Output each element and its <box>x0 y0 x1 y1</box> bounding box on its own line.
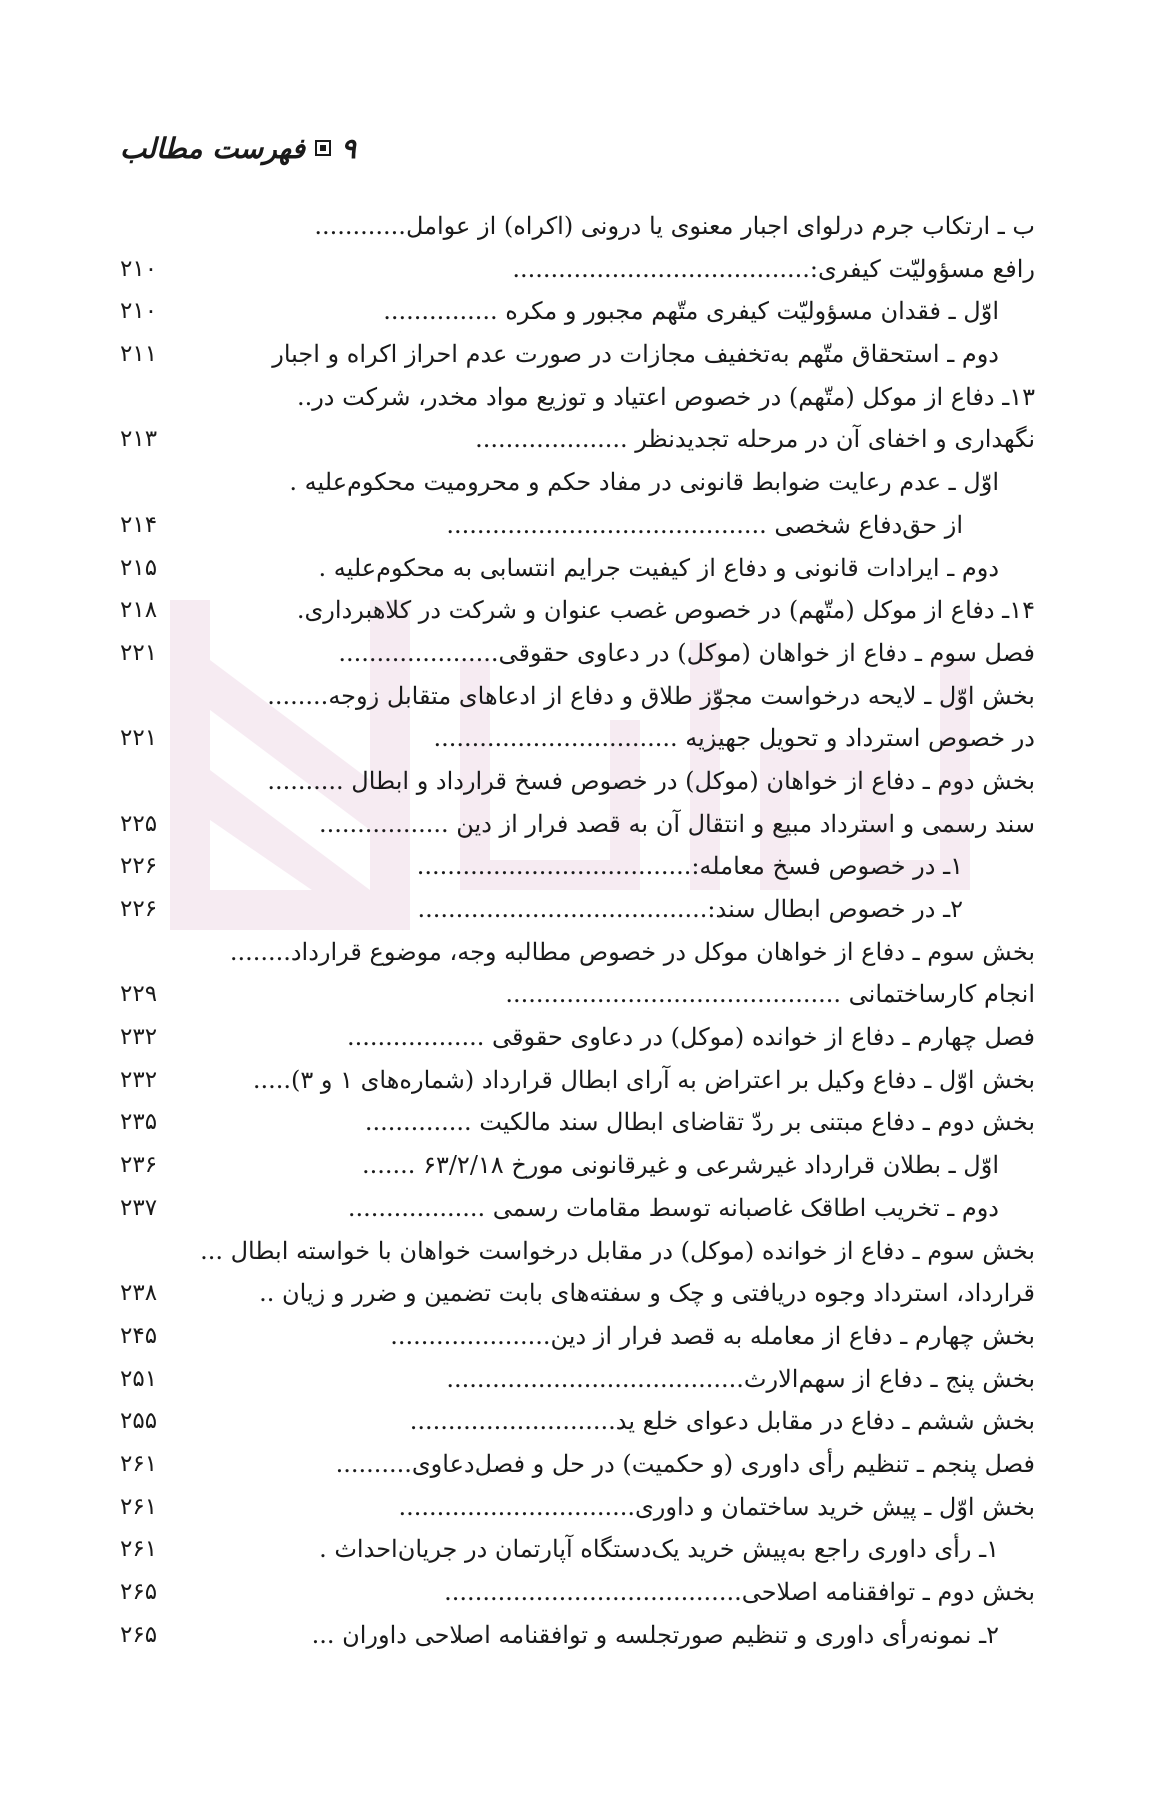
toc-entry-title: اوّل ـ فقدان مسؤولیّت کیفری متّهم مجبور و مکره ............... <box>383 297 999 326</box>
toc-entry <box>120 803 1035 846</box>
toc-page-number: ۲۳۲ <box>120 1066 158 1093</box>
toc-entry <box>120 1486 1035 1529</box>
toc-entry <box>120 504 1035 547</box>
toc-entry-title: نگهداری و اخفای آن در مرحله تجدیدنظر .................... <box>475 425 1035 454</box>
toc-entry-title: از حق‌دفاع شخصی .......................................... <box>446 510 963 539</box>
toc-entry <box>120 931 1035 974</box>
toc-page-number: ۲۲۶ <box>120 853 158 880</box>
toc-page-number: ۲۲۹ <box>120 981 158 1008</box>
toc-entry <box>120 1614 1035 1657</box>
toc-entry <box>120 1571 1035 1614</box>
toc-entry <box>120 333 1035 376</box>
toc-page-number: ۲۵۵ <box>120 1408 158 1435</box>
toc-entry-title: ۱ـ رأی داوری راجع به‌پیش خرید یک‌دستگاه آپارتمان در جریان‌احداث . <box>319 1535 999 1564</box>
toc-entry-title: بخش دوم ـ توافقنامه اصلاحی....................................... <box>444 1578 1035 1606</box>
toc-page-number: ۲۱۴ <box>120 511 158 538</box>
toc-entry-title: ب ـ ارتکاب جرم درلوای اجبار معنوی یا درونی (اکراه) از عوامل............ <box>314 212 1035 240</box>
table-of-contents <box>120 205 1035 1656</box>
toc-entry-title: بخش ششم ـ دفاع در مقابل دعوای خلع ید........................... <box>409 1407 1035 1436</box>
toc-entry <box>120 589 1035 632</box>
toc-entry <box>120 1400 1035 1443</box>
toc-page-number: ۲۱۸ <box>120 597 158 624</box>
toc-page-number: ۲۱۳ <box>120 426 158 453</box>
toc-entry <box>120 760 1035 803</box>
toc-entry <box>120 1358 1035 1401</box>
toc-entry <box>120 1315 1035 1358</box>
toc-page-number: ۲۳۶ <box>120 1152 158 1179</box>
toc-entry <box>120 1230 1035 1273</box>
toc-page-number: ۲۶۱ <box>120 1493 158 1520</box>
toc-page-number: ۲۴۵ <box>120 1322 158 1349</box>
toc-page-number: ۲۱۰ <box>120 298 158 325</box>
toc-entry <box>120 1144 1035 1187</box>
toc-entry-title: دوم ـ ایرادات قانونی و دفاع از کیفیت جرایم انتسابی به محکوم‌علیه . <box>318 553 999 582</box>
toc-entry-title: بخش دوم ـ دفاع از خواهان (موکل) در خصوص فسخ قرارداد و ابطال .......... <box>267 766 1035 795</box>
toc-entry-title: ۲ـ در خصوص ابطال سند:...................................... <box>417 895 963 923</box>
toc-entry-title: سند رسمی و استرداد مبیع و انتقال آن به قصد فرار از دین ................. <box>318 809 1035 838</box>
toc-entry-title: دوم ـ استحقاق متّهم به‌تخفیف مجازات در صورت عدم احراز اکراه و اجبار <box>272 340 999 369</box>
toc-page-number: ۲۶۱ <box>120 1536 158 1563</box>
toc-entry-title: بخش اوّل ـ لایحه درخواست مجوّز طلاق و دفاع از ادعاهای متقابل زوجه........ <box>267 681 1035 710</box>
header-title: فهرست مطالب <box>120 131 305 165</box>
toc-entry <box>120 248 1035 291</box>
toc-entry-title: بخش اوّل ـ پیش خرید ساختمان و داوری............................... <box>398 1492 1035 1521</box>
toc-entry-title: اوّل ـ بطلان قرارداد غیرشرعی و غیرقانونی مورخ ۶۳/۲/۱۸ ....... <box>362 1151 999 1180</box>
toc-entry-title: اوّل ـ عدم رعایت ضوابط قانونی در مفاد حکم و محرومیت محکوم‌علیه . <box>289 468 999 497</box>
square-bullet-icon <box>315 140 331 156</box>
toc-page-number: ۲۵۱ <box>120 1365 158 1392</box>
toc-entry-title: بخش سوم ـ دفاع از خواهان موکل در خصوص مطالبه وجه، موضوع قرارداد........ <box>229 937 1035 966</box>
toc-entry <box>120 632 1035 675</box>
toc-entry <box>120 1187 1035 1230</box>
toc-page-number: ۲۶۵ <box>120 1621 158 1648</box>
toc-entry-title: رافع مسؤولیّت کیفری:....................................... <box>512 254 1035 283</box>
toc-entry <box>120 973 1035 1016</box>
toc-entry-title: بخش سوم ـ دفاع از خوانده (موکل) در مقابل درخواست خواهان با خواسته ابطال ... <box>200 1236 1035 1265</box>
toc-page-number: ۲۲۵ <box>120 810 158 837</box>
toc-entry <box>120 1016 1035 1059</box>
toc-entry <box>120 675 1035 718</box>
toc-entry-title: در خصوص استرداد و تحویل جهیزیه ................................ <box>433 724 1035 753</box>
toc-page-number: ۲۲۱ <box>120 639 158 666</box>
toc-entry <box>120 1101 1035 1144</box>
toc-page-number: ۲۳۲ <box>120 1024 158 1051</box>
toc-entry <box>120 1443 1035 1486</box>
toc-entry-title: ۱۳ـ دفاع از موکل (متّهم) در خصوص اعتیاد و توزیع مواد مخدر، شرکت در.. <box>296 382 1035 411</box>
toc-entry-title: بخش اوّل ـ دفاع وکیل بر اعتراض به آرای ابطال قرارداد (شماره‌های ۱ و ۳)..... <box>252 1065 1035 1094</box>
toc-page-number: ۲۳۸ <box>120 1280 158 1307</box>
toc-page-number: ۲۱۵ <box>120 554 158 581</box>
toc-page-number: ۲۱۰ <box>120 255 158 282</box>
toc-entry <box>120 376 1035 419</box>
toc-page-number: ۲۳۷ <box>120 1194 158 1221</box>
toc-page-number: ۲۶۱ <box>120 1450 158 1477</box>
toc-entry-title: فصل پنجم ـ تنظیم رأی داوری (و حکمیت) در حل و فصل‌دعاوی.......... <box>335 1449 1035 1478</box>
toc-page-number: ۲۱۱ <box>120 341 158 368</box>
page-header <box>120 128 420 168</box>
toc-entry-title: انجام کارساختمانی ............................................ <box>505 980 1035 1009</box>
toc-entry-title: بخش دوم ـ دفاع مبتنی بر ردّ تقاضای ابطال سند مالکیت .............. <box>364 1108 1035 1137</box>
header-page-number: ۹ <box>340 131 357 165</box>
toc-entry-title: فصل سوم ـ دفاع از خواهان (موکل) در دعاوی حقوقی..................... <box>338 638 1035 667</box>
toc-entry-title: ۱ـ در خصوص فسخ معامله:.................................... <box>416 852 963 881</box>
toc-entry <box>120 205 1035 248</box>
toc-entry <box>120 547 1035 590</box>
toc-entry-title: ۲ـ نمونه‌رأی داوری و تنظیم صورتجلسه و توافقنامه اصلاحی داوران ... <box>311 1620 999 1649</box>
toc-page-number: ۲۲۶ <box>120 896 158 922</box>
toc-entry <box>120 717 1035 760</box>
toc-entry-title: بخش چهارم ـ دفاع از معامله به قصد فرار از دین..................... <box>390 1321 1035 1350</box>
toc-page-number: ۲۳۵ <box>120 1109 158 1136</box>
toc-entry <box>120 1528 1035 1571</box>
toc-entry <box>120 1059 1035 1102</box>
toc-entry <box>120 461 1035 504</box>
toc-page-number: ۲۶۵ <box>120 1579 158 1605</box>
toc-entry <box>120 290 1035 333</box>
toc-entry <box>120 1272 1035 1315</box>
toc-entry <box>120 888 1035 931</box>
toc-entry <box>120 845 1035 888</box>
toc-entry-title: فصل چهارم ـ دفاع از خوانده (موکل) در دعاوی حقوقی .................. <box>347 1023 1035 1052</box>
toc-entry-title: بخش پنج ـ دفاع از سهم‌الارث....................................... <box>446 1364 1035 1393</box>
toc-entry-title: ۱۴ـ دفاع از موکل (متّهم) در خصوص غصب عنوان و شرکت در کلاهبرداری. <box>296 596 1035 625</box>
toc-page-number: ۲۲۱ <box>120 725 158 752</box>
toc-entry-title: قرارداد، استرداد وجوه دریافتی و چک و سفته‌های بابت تضمین و ضرر و زیان .. <box>259 1279 1035 1308</box>
toc-entry-title: دوم ـ تخریب اطاقک غاصبانه توسط مقامات رسمی .................. <box>347 1193 999 1222</box>
toc-entry <box>120 418 1035 461</box>
